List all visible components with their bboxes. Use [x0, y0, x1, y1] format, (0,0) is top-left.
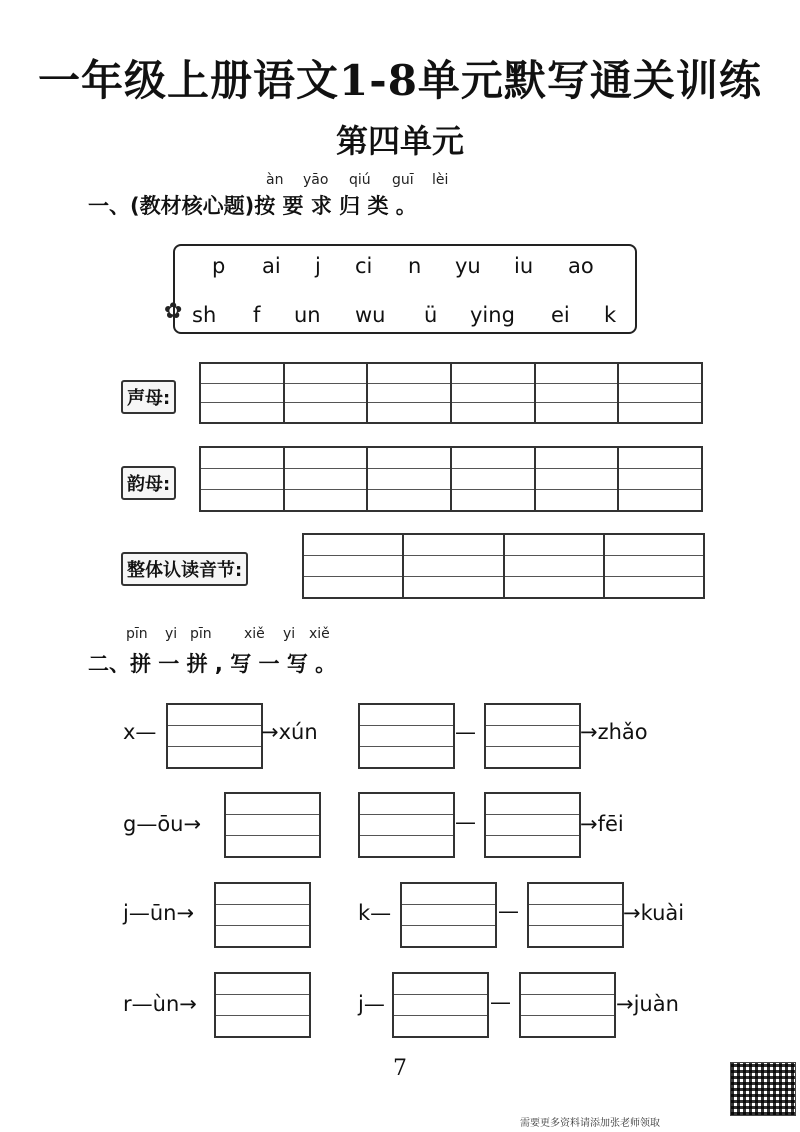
write-cell[interactable] [368, 448, 452, 510]
write-cell[interactable] [201, 448, 285, 510]
pinyin-gui: guī [392, 172, 414, 188]
syllable-prompt: k— [358, 901, 392, 925]
pinyin-pin: pīn [126, 626, 148, 642]
syllable-result: →juàn [616, 992, 679, 1016]
syllable-prompt: r—ùn→ [123, 992, 197, 1016]
write-cell[interactable] [368, 364, 452, 422]
write-box[interactable] [392, 972, 489, 1038]
write-box[interactable] [400, 882, 497, 948]
pinyin-qiu: qiú [349, 172, 371, 188]
write-cell[interactable] [536, 364, 620, 422]
letter-item: k [604, 303, 617, 327]
syllable-result: →kuài [623, 901, 685, 925]
pinyin-yao: yāo [303, 172, 329, 188]
yunmu-grid[interactable] [199, 446, 703, 512]
write-box[interactable] [166, 703, 263, 769]
dash: — [455, 810, 476, 834]
letter-item: f [253, 303, 261, 327]
pinyin-xie: xiě [309, 626, 330, 642]
pinyin-an: àn [266, 172, 284, 188]
pinyin-xie: xiě [244, 626, 265, 642]
write-cell[interactable] [285, 448, 369, 510]
letter-item: ci [355, 254, 373, 278]
qr-code-icon [730, 1062, 796, 1116]
pinyin-yi: yi [165, 626, 178, 642]
syllable-prompt: x— [123, 720, 157, 744]
zhengti-label: 整体认读音节: [121, 552, 248, 586]
syllable-prompt: j— [358, 992, 385, 1016]
dash: — [490, 990, 511, 1014]
syllable-prompt: g—ōu→ [123, 812, 202, 836]
dash: — [455, 720, 476, 744]
write-box[interactable] [224, 792, 321, 858]
write-cell[interactable] [452, 364, 536, 422]
unit-title: 第四单元 [335, 122, 464, 160]
shengmu-grid[interactable] [199, 362, 703, 424]
write-box[interactable] [358, 792, 455, 858]
letter-item: wu [355, 303, 386, 327]
write-cell[interactable] [285, 364, 369, 422]
letter-item: ao [568, 254, 594, 278]
write-cell[interactable] [536, 448, 620, 510]
letter-item: ying [470, 303, 515, 327]
pinyin-yi: yi [283, 626, 296, 642]
page-title: 一年级上册语文1-8单元默写通关训练 [38, 56, 762, 105]
write-cell[interactable] [452, 448, 536, 510]
write-box[interactable] [358, 703, 455, 769]
yunmu-label: 韵母: [121, 466, 176, 500]
letter-item: j [315, 254, 321, 278]
flower-icon: ✿ [164, 299, 183, 324]
letter-item: iu [514, 254, 534, 278]
letter-item: ai [262, 254, 281, 278]
pinyin-pin: pīn [190, 626, 212, 642]
syllable-result: →fēi [580, 812, 624, 836]
letter-item: un [294, 303, 321, 327]
syllable-result: →xún [261, 720, 318, 744]
letter-item: sh [192, 303, 217, 327]
shengmu-label: 声母: [121, 380, 176, 414]
write-box[interactable] [527, 882, 624, 948]
pinyin-lei: lèi [432, 172, 449, 188]
zhengti-grid[interactable] [302, 533, 705, 599]
write-box[interactable] [214, 972, 311, 1038]
page-number: 7 [393, 1056, 407, 1081]
write-cell[interactable] [304, 535, 404, 597]
letter-item: yu [455, 254, 481, 278]
write-box[interactable] [484, 703, 581, 769]
write-box[interactable] [519, 972, 616, 1038]
write-cell[interactable] [605, 535, 703, 597]
letter-item: ei [551, 303, 570, 327]
write-box[interactable] [484, 792, 581, 858]
letter-item: p [212, 254, 226, 278]
write-cell[interactable] [619, 448, 701, 510]
syllable-result: →zhǎo [580, 720, 648, 744]
footer-note: 需要更多资料请添加张老师领取 [520, 1118, 660, 1129]
syllable-prompt: j—ūn→ [123, 901, 195, 925]
letter-item: n [408, 254, 422, 278]
question-2-heading: 二、拼 一 拼 , 写 一 写 。 [88, 652, 337, 676]
letter-item: ü [424, 303, 438, 327]
write-cell[interactable] [505, 535, 605, 597]
write-cell[interactable] [404, 535, 504, 597]
dash: — [498, 899, 519, 923]
write-cell[interactable] [201, 364, 285, 422]
write-cell[interactable] [619, 364, 701, 422]
question-1-heading: 一、(教材核心题)按 要 求 归 类 。 [88, 194, 417, 218]
write-box[interactable] [214, 882, 311, 948]
